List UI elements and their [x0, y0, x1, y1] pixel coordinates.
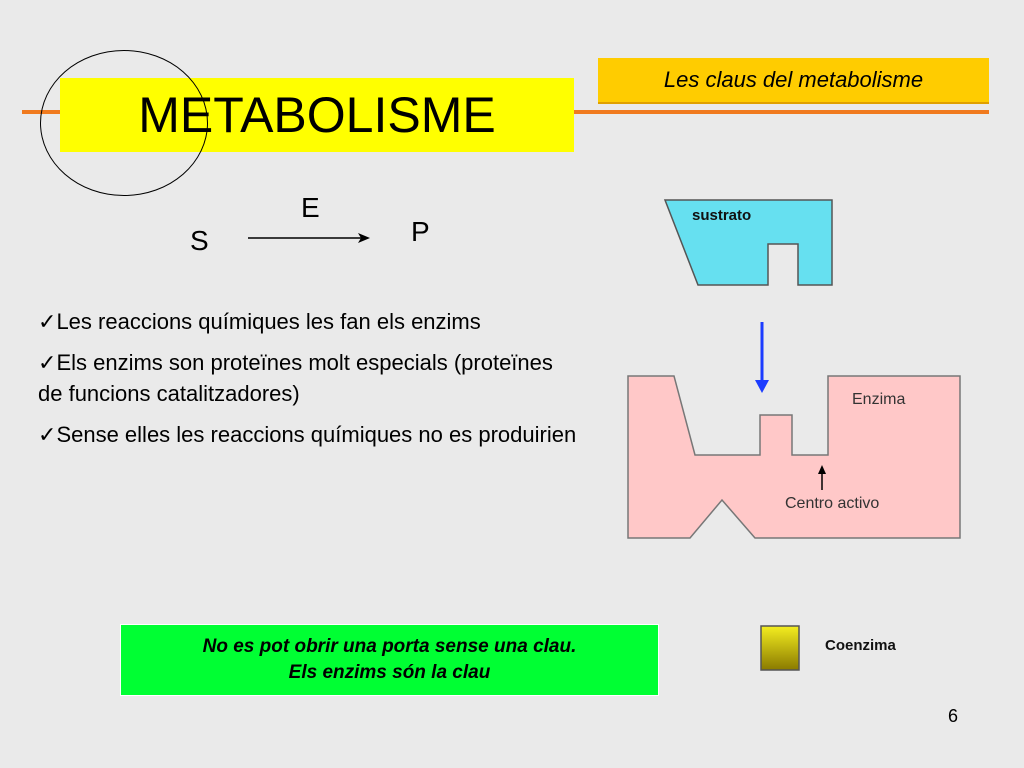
enzyme-label: Enzima — [852, 391, 906, 408]
enzyme-shape — [628, 376, 960, 538]
check-icon: ✓ — [38, 350, 57, 375]
substrate-label: sustrato — [692, 207, 752, 224]
coenzyme-legend — [755, 620, 955, 680]
equation-substrate: S — [190, 225, 209, 256]
note-line-1: No es pot obrir una porta sense una clau. — [202, 636, 577, 657]
bullet-list — [38, 306, 578, 460]
header-accent-line-right — [574, 110, 989, 114]
bullet-item — [38, 347, 578, 409]
active-site-label: Centro activo — [785, 495, 880, 512]
equation-product: P — [411, 216, 430, 247]
title-circle-decoration — [40, 50, 208, 196]
key-note-box — [120, 624, 659, 696]
enzyme-substrate-diagram — [620, 190, 980, 550]
page-number: 6 — [948, 706, 959, 726]
bullet-text: Els enzims son proteïnes molt especials (proteïnes de funcions catalitzadores) — [38, 350, 553, 406]
slide-subtitle: Les claus del metabolisme — [598, 58, 989, 104]
bullet-item — [38, 419, 578, 450]
equation-enzyme: E — [301, 192, 320, 223]
binding-arrow-icon — [755, 322, 769, 393]
reaction-arrow-icon — [246, 228, 376, 248]
bullet-text: Les reaccions químiques les fan els enzims — [56, 309, 481, 334]
note-line-2: Els enzims són la clau — [288, 662, 491, 683]
coenzyme-label: Coenzima — [825, 637, 896, 654]
bullet-item — [38, 306, 578, 337]
slide-title: METABOLISME — [138, 87, 496, 143]
bullet-text: Sense elles les reaccions químiques no es produirien — [56, 422, 577, 447]
check-icon: ✓ — [38, 309, 57, 334]
coenzyme-square-icon — [761, 626, 799, 670]
check-icon: ✓ — [38, 422, 57, 447]
